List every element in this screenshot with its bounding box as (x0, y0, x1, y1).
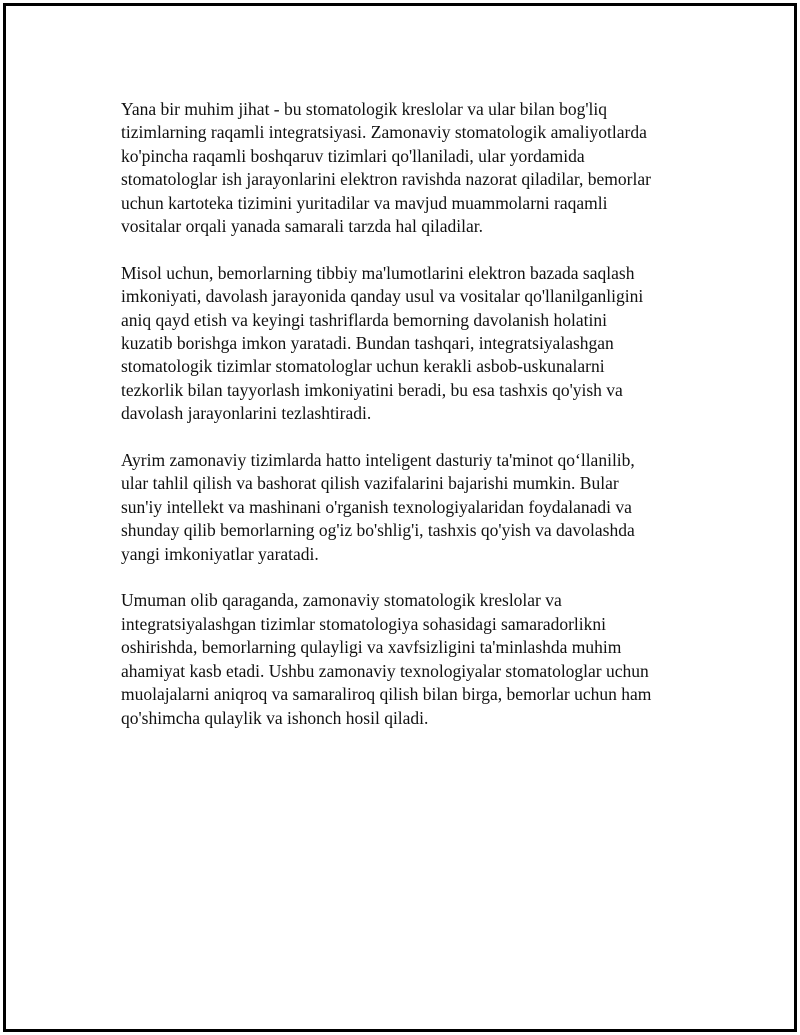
document-body (121, 98, 686, 753)
paragraph-3: Ayrim zamonaviy tizimlarda hatto inteligent dasturiy ta'minot qo‘llanilib, ular tahlil qilish va bashorat qilish vazifalarini bajarishi mumkin. Bular sun'iy intellekt va mashinani o'rganish texnologiyalaridan foydalanadi va shunday qilib bemorlarning og'iz bo'shlig'i, tashxis qo'yish va davolashda yangi imkoniyatlar yaratadi. (121, 450, 635, 564)
document-page (3, 3, 797, 1032)
paragraph-4: Umuman olib qaraganda, zamonaviy stomatologik kreslolar va integratsiyalashgan tizimlar stomatologiya sohasidagi samaradorlikni oshirishda, bemorlarning qulayligi va xavfsizligini ta'minlashda muhim ahamiyat kasb etadi. Ushbu zamonaviy texnologiyalar stomatologlar uchun muolajalarni aniqroq va samaraliroq qilish bilan birga, bemorlar uchun ham qo'shimcha qulaylik va ishonch hosil qiladi. (121, 590, 652, 728)
paragraph-1: Yana bir muhim jihat - bu stomatologik kreslolar va ular bilan bog'liq tizimlarning raqamli integratsiyasi. Zamonaviy stomatologik amaliyotlarda ko'pincha raqamli boshqaruv tizimlari qo'llaniladi, ular yordamida stomatologlar ish jarayonlarini elektron ravishda nazorat qiladilar, bemorlar uchun kartoteka tizimini yuritadilar va mavjud muammolarni raqamli vositalar orqali yanada samarali tarzda hal qiladilar. (121, 99, 651, 237)
paragraph-2: Misol uchun, bemorlarning tibbiy ma'lumotlarini elektron bazada saqlash imkoniyati, davolash jarayonida qanday usul va vositalar qo'llanilganligini aniq qayd etish va keyingi tashriflarda bemorning davolanish holatini kuzatib borishga imkon yaratadi. Bundan tashqari, integratsiyalashgan stomatologik tizimlar stomatologlar uchun kerakli asbob-uskunalarni tezkorlik bilan tayyorlash imkoniyatini beradi, bu esa tashxis qo'yish va davolash jarayonlarini tezlashtiradi. (121, 262, 644, 424)
